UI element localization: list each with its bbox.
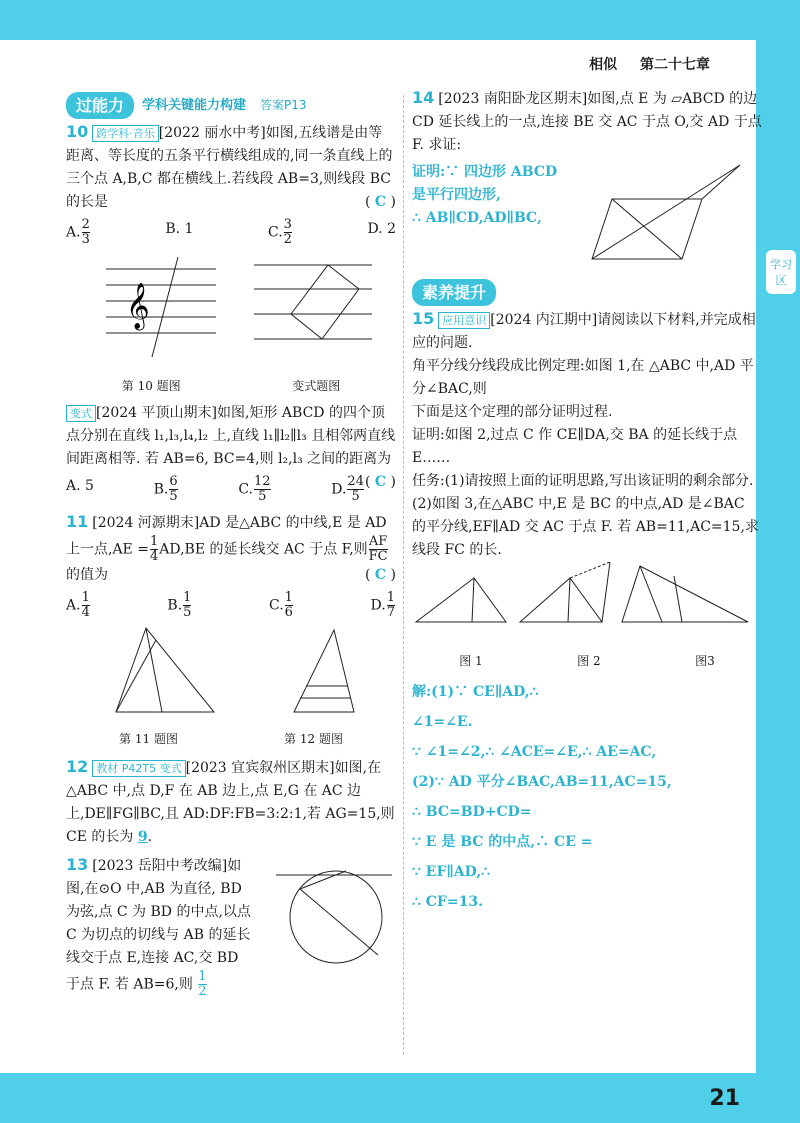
figure-10 (66, 247, 386, 367)
question-15 (412, 307, 762, 917)
option-a: A. $\frac{1}{4}$ (66, 590, 90, 620)
answer: C (374, 474, 387, 490)
option-c: C. $\frac{12}{5}$ (238, 474, 271, 504)
figure-11-12 (66, 620, 386, 720)
section-title: 素养提升 (412, 279, 496, 306)
q-text-3: 的值为 (66, 567, 108, 583)
option-d: D. 2 (367, 221, 396, 237)
question-14 (412, 86, 762, 271)
option-c: C. $\frac{3}{2}$ (267, 217, 292, 247)
theorem: 角平分线分线段成比例定理:如图 1,在 △ABC 中,AD 平分∠BAC,则 (412, 358, 754, 397)
answer-box: ( C ) (365, 194, 396, 210)
q-text: 请阅读以下材料,并完成相应的问题. (412, 312, 756, 351)
answer-ref: 答案P13 (260, 97, 307, 112)
question-10-variant (66, 402, 396, 504)
q-number: 10 (66, 122, 89, 141)
options (66, 475, 365, 504)
header-right: 第二十七章 (640, 57, 710, 73)
q-source: [2024 内江期中] (490, 312, 598, 328)
q-source: [2024 平顶山期末] (96, 405, 218, 421)
q-number: 15 (412, 309, 435, 328)
captions-10: 第 10 题图 变式题图 (121, 379, 341, 393)
option-c: C. $\frac{1}{6}$ (269, 590, 293, 620)
bottom-band (0, 1073, 800, 1123)
q-source: [2023 宜宾叙州区期末] (185, 760, 335, 776)
figure-15 (412, 562, 762, 642)
options (66, 218, 396, 247)
option-b: B. $\frac{6}{5}$ (153, 474, 178, 504)
option-d: D. $\frac{24}{5}$ (331, 474, 364, 504)
figure-13 (266, 859, 396, 969)
side-band (756, 0, 800, 1123)
q-number: 13 (66, 855, 89, 874)
q-text: 如图,在△ABC 中,点 D,F 在 AB 边上,点 E,G 在 AC 边上,DE∥FG∥BC,且 AD:DF:FB=3:2:1,若 AG=15,则 CE 的长为 (66, 760, 395, 845)
option-a: A. $\frac{2}{3}$ (66, 217, 90, 247)
option-d: D. $\frac{1}{7}$ (370, 590, 395, 620)
task-1: 任务:(1)请按照上面的证明思路,写出该证明的剩余部分. (412, 473, 754, 489)
section-title: 过能力 (66, 92, 134, 119)
left-column (66, 90, 396, 999)
q-text: 如图,点 E 为 ▱ABCD 的边 CD 延长线上的一点,连接 BE 交 AC 于点 O,交 AD 于点 F. 求证: (412, 91, 762, 153)
question-11: 11 [2024 河源期末]AD 是△ABC 的中线,E 是 AD 上一点,AE = $\frac{1}{4}$ AD,BE 的延长线交 AC 于点 F,则 $\frac{AF}{FC}$ 的值为 ( C ) A. $\frac{1}{4}$ B. $\frac{1}{5}$ C. $\frac{1}{6}$ D. $\frac{1}{7}$ 第 11 题图 第 12 题图 (66, 510, 396, 751)
answer-box: ( C ) (365, 474, 396, 490)
answer: 9 (137, 829, 148, 845)
question-10 (66, 120, 396, 398)
q-text-2: AD,BE 的延长线交 AC 于点 F,则 (159, 541, 368, 558)
answer: C (374, 567, 387, 583)
proof-intro: 下面是这个定理的部分证明过程. (412, 404, 613, 420)
svg-text:𝄞: 𝄞 (126, 283, 150, 329)
right-column (412, 86, 762, 917)
q-text-2: 则 (178, 976, 193, 993)
q-source: [2023 岳阳中考改编] (92, 858, 228, 874)
option-a: A. 5 (66, 478, 94, 494)
task-2: (2)如图 3,在△ABC 中,E 是 BC 的中点,AD 是∠BAC 的平分线,EF∥AD 交 AC 于点 F. 若 AB=11,AC=15,求线段 FC 的长. (412, 496, 759, 558)
running-header (571, 54, 710, 74)
question-12: 12 教材 P42T5 变式 [2023 宜宾叙州区期末]如图,在△ABC 中,点 D,F 在 AB 边上,点 E,G 在 AC 边上,DE∥FG∥BC,且 AD:DF:FB=3:2:1,若 AG=15,则 CE 的长为 9. (66, 757, 395, 845)
q-tag: 跨学科·音乐 (92, 125, 159, 142)
captions-11: 第 11 题图 第 12 题图 (119, 732, 343, 746)
q-text: 如图,五线谱是由等距离、等长度的五条平行横线组成的,同一条直线上的三个点 A,B,C 都在横线上.若线段 AB=3,则线段 BC 的长是 (66, 125, 393, 210)
q-number: 11 (66, 512, 89, 531)
q-number: 12 (66, 757, 89, 776)
page-number: 21 (709, 1086, 740, 1111)
column-divider (403, 95, 404, 1055)
proof-lines: 证明:∵ 四边形 ABCD 是平行四边形, ∴ AB∥CD,AD∥BC, (412, 164, 558, 226)
q-number: 14 (412, 88, 435, 107)
section-header-2 (412, 277, 762, 307)
header-left: 相似 (589, 57, 618, 73)
q-tag: 变式 (66, 405, 96, 422)
proof-start: 证明:如图 2,过点 C 作 CE∥DA,交 BA 的延长线于点 E…… (412, 427, 738, 466)
q-text: 如图,在⊙O 中,AB 为直径, BD 为弦,点 C 为 BD 的中点,以点 C 为切点的切线与 AB 的延长线交于点 E,连接 AC,交 BD 于点 F. 若 AB=6, (66, 858, 251, 993)
captions-15: 图 1 图 2 图3 (459, 654, 715, 668)
q-text: AD 是△ABC 的中线,E 是 AD 上一点,AE = (66, 515, 387, 558)
top-band (0, 0, 800, 40)
figure-14 (582, 161, 752, 271)
q-tag: 应用意识 (438, 312, 490, 329)
proof-14 (412, 161, 762, 271)
section-sub: 学科关键能力构建 (142, 97, 247, 113)
solution-15: 解:(1)∵ CE∥AD,∴ ∠1=∠E. ∵ ∠1=∠2,∴ ∠ACE=∠E,∴ AE=AC, (2)∵ AD 平分∠BAC,AB=11,AC=15, ∴ BC=BD+CD= ∵ E 是 BC 的中点,∴ CE = ∵ EF∥AD,∴ ∴ CF=13. (412, 684, 672, 910)
q-tag: 教材 P42T5 变式 (92, 760, 185, 777)
option-b: B. 1 (165, 221, 194, 237)
answer: C (374, 194, 387, 210)
q-source: [2024 河源期末] (92, 515, 200, 531)
section-header-1 (66, 90, 396, 120)
question-13 (66, 853, 256, 999)
options (66, 591, 396, 620)
option-b: B. $\frac{1}{5}$ (167, 590, 192, 620)
side-tab: 学习区 (766, 250, 796, 294)
q-source: [2023 南阳卧龙区期末] (438, 91, 588, 107)
answer-box: ( C ) (365, 567, 396, 583)
q-source: [2022 丽水中考] (158, 125, 266, 141)
answer: $\frac{1}{2}$ (198, 969, 207, 999)
q-text: 如图,矩形 ABCD 的四个顶点分别在直线 l₁,l₃,l₄,l₂ 上,直线 l₁∥l₂∥l₃ 且相邻两直线间距离相等. 若 AB=6, BC=4,则 l₂,l₃ 之间的距离为 (66, 405, 396, 467)
